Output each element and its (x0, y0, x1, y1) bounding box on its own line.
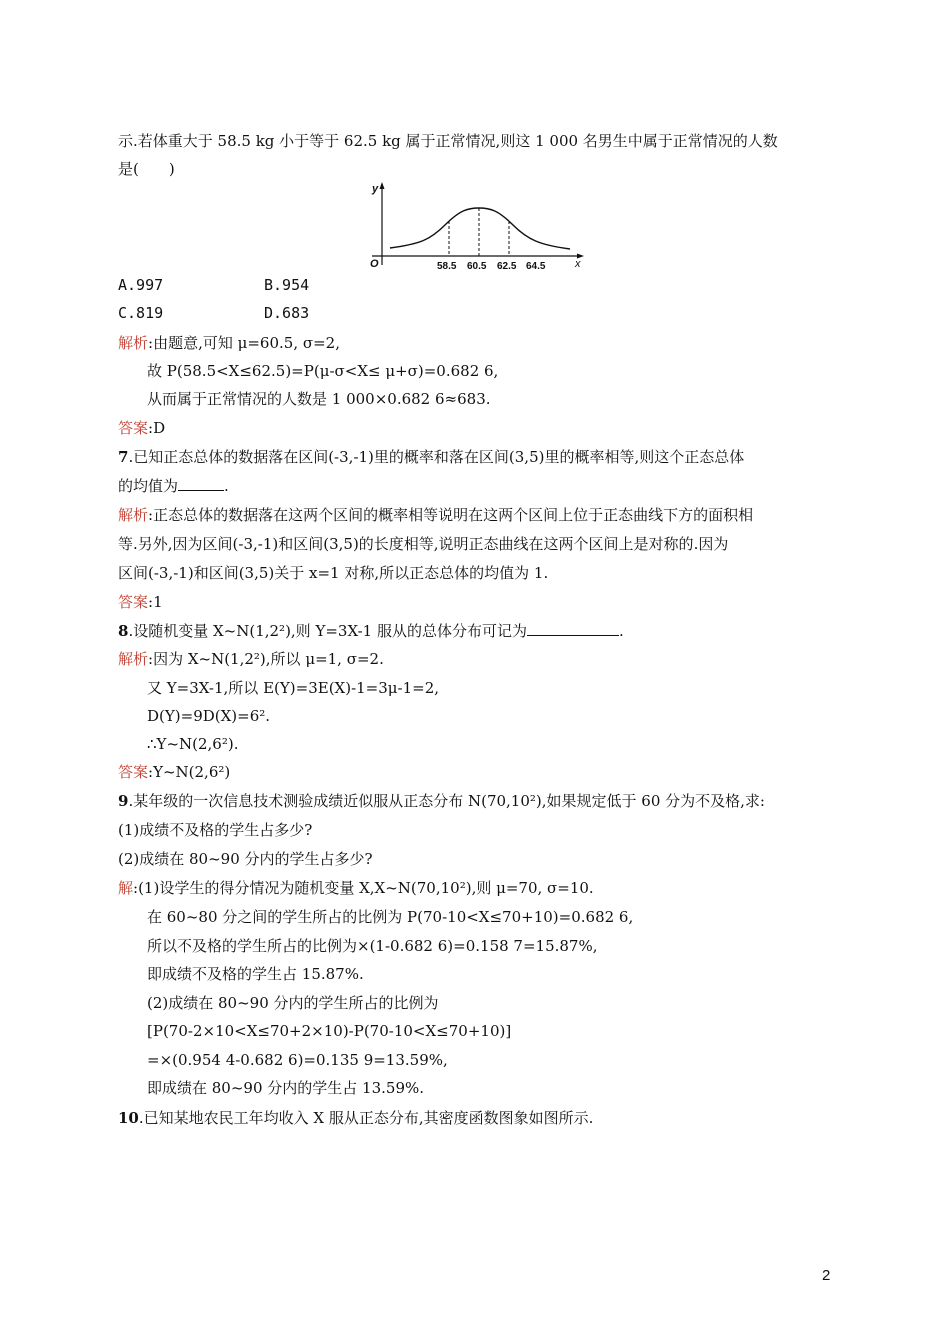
y-axis-label: y (372, 183, 379, 195)
q7-solution-line-1 (118, 505, 753, 525)
q6-answer (118, 418, 165, 438)
q7-line-2 (118, 476, 229, 496)
q9-line-3: (2)成绩在 80~90 分内的学生占多少? (118, 850, 373, 868)
q7-answer-blank (178, 476, 224, 491)
solution-label: 解析 (118, 334, 149, 352)
answer-label: 答案 (118, 763, 149, 781)
q9-solution-line-6: [P(70-2×10<X≤70+2×10)-P(70-10<X≤70+10)] (147, 1022, 512, 1040)
q7-text: .已知正态总体的数据落在区间(-3,-1)里的概率和落在区间(3,5)里的概率相等,则这个正态总体 (128, 448, 745, 466)
q9-solution-line-5: (2)成绩在 80~90 分内的学生所占的比例为 (147, 994, 439, 1012)
q8-period: . (619, 622, 624, 640)
q8-answer (118, 762, 230, 782)
q6-answer-text: :D (148, 419, 166, 437)
q9-solution-line-8: 即成绩在 80~90 分内的学生占 13.59%. (147, 1079, 425, 1097)
q8-number: 8 (118, 622, 129, 640)
q9-line-1 (118, 791, 765, 811)
q6-line-1: 示.若体重大于 58.5 kg 小于等于 62.5 kg 属于正常情况,则这 1 000 名男生中属于正常情况的人数 (118, 132, 778, 150)
density-curve (390, 208, 570, 249)
page-number: 2 (822, 1267, 831, 1284)
q8-solution-line-3: D(Y)=9D(X)=6². (147, 707, 271, 725)
solution-label: 解析 (118, 650, 149, 668)
q7-solution-text: :正态总体的数据落在这两个区间的概率相等说明在这两个区间上位于正态曲线下方的面积相 (148, 506, 754, 524)
normal-curve-figure (360, 180, 590, 270)
q6-solution-line-3: 从而属于正常情况的人数是 1 000×0.682 6≈683. (147, 390, 491, 408)
q9-solution-line-7: =×(0.954 4-0.682 6)=0.135 9=13.59%, (147, 1051, 448, 1069)
tick-label-60-5: 60.5 (467, 261, 487, 270)
option-d: D.683 (264, 304, 310, 322)
q7-answer-text: :1 (148, 593, 163, 611)
q8-solution-line-4: ∴Y~N(2,6²). (147, 735, 239, 753)
q9-line-2: (1)成绩不及格的学生占多少? (118, 821, 313, 839)
q8-line-1 (118, 621, 624, 641)
origin-label: O (370, 258, 379, 270)
q8-solution-line-1 (118, 649, 384, 669)
x-axis-label: x (575, 258, 581, 270)
q9-number: 9 (118, 792, 129, 810)
q10-text: .已知某地农民工年均收入 X 服从正态分布,其密度函数图象如图所示. (138, 1109, 594, 1127)
q7-number: 7 (118, 448, 129, 466)
y-axis-arrow (380, 182, 385, 189)
q9-solution-line-1 (118, 878, 594, 898)
option-a: A.997 (118, 276, 164, 294)
q7-line-1 (118, 447, 744, 467)
tick-label-62-5: 62.5 (497, 261, 517, 270)
q9-solution-line-4: 即成绩不及格的学生占 15.87%. (147, 965, 364, 983)
q7-answer (118, 592, 163, 612)
q8-answer-text: :Y~N(2,6²) (148, 763, 231, 781)
q7-solution-line-3: 区间(-3,-1)和区间(3,5)关于 x=1 对称,所以正态总体的均值为 1. (118, 564, 549, 582)
solution-label: 解 (118, 879, 134, 897)
q10-line-1 (118, 1108, 593, 1128)
q9-text: .某年级的一次信息技术测验成绩近似服从正态分布 N(70,10²),如果规定低于 60 分为不及格,求: (128, 792, 765, 810)
q6-solution-text: :由题意,可知 μ=60.5, σ=2, (148, 334, 340, 352)
q10-number: 10 (118, 1109, 139, 1127)
option-c: C.819 (118, 304, 164, 322)
q6-solution-line-1 (118, 333, 340, 353)
q7-period: . (224, 477, 229, 495)
q8-text: .设随机变量 X~N(1,2²),则 Y=3X-1 服从的总体分布可记为 (128, 622, 527, 640)
q8-answer-blank (527, 621, 619, 636)
answer-label: 答案 (118, 419, 149, 437)
solution-label: 解析 (118, 506, 149, 524)
q8-solution-text: :因为 X~N(1,2²),所以 μ=1, σ=2. (148, 650, 384, 668)
tick-label-64-5: 64.5 (526, 261, 546, 270)
q9-solution-line-3: 所以不及格的学生所占的比例为×(1-0.682 6)=0.158 7=15.87%, (147, 937, 598, 955)
option-b: B.954 (264, 276, 310, 294)
q7-solution-line-2: 等.另外,因为区间(-3,-1)和区间(3,5)的长度相等,说明正态曲线在这两个区间上是对称的.因为 (118, 535, 729, 553)
q9-solution-text: :(1)设学生的得分情况为随机变量 X,X~N(70,10²),则 μ=70, σ=10. (133, 879, 594, 897)
answer-label: 答案 (118, 593, 149, 611)
tick-label-58-5: 58.5 (437, 261, 457, 270)
q6-solution-line-2: 故 P(58.5<X≤62.5)=P(μ-σ<X≤ μ+σ)=0.682 6, (147, 362, 499, 380)
q9-solution-line-2: 在 60~80 分之间的学生所占的比例为 P(70-10<X≤70+10)=0.682 6, (147, 908, 634, 926)
q6-line-2: 是( ) (118, 160, 175, 178)
q7-text-2: 的均值为 (118, 477, 179, 495)
q8-solution-line-2: 又 Y=3X-1,所以 E(Y)=3E(X)-1=3μ-1=2, (147, 679, 440, 697)
